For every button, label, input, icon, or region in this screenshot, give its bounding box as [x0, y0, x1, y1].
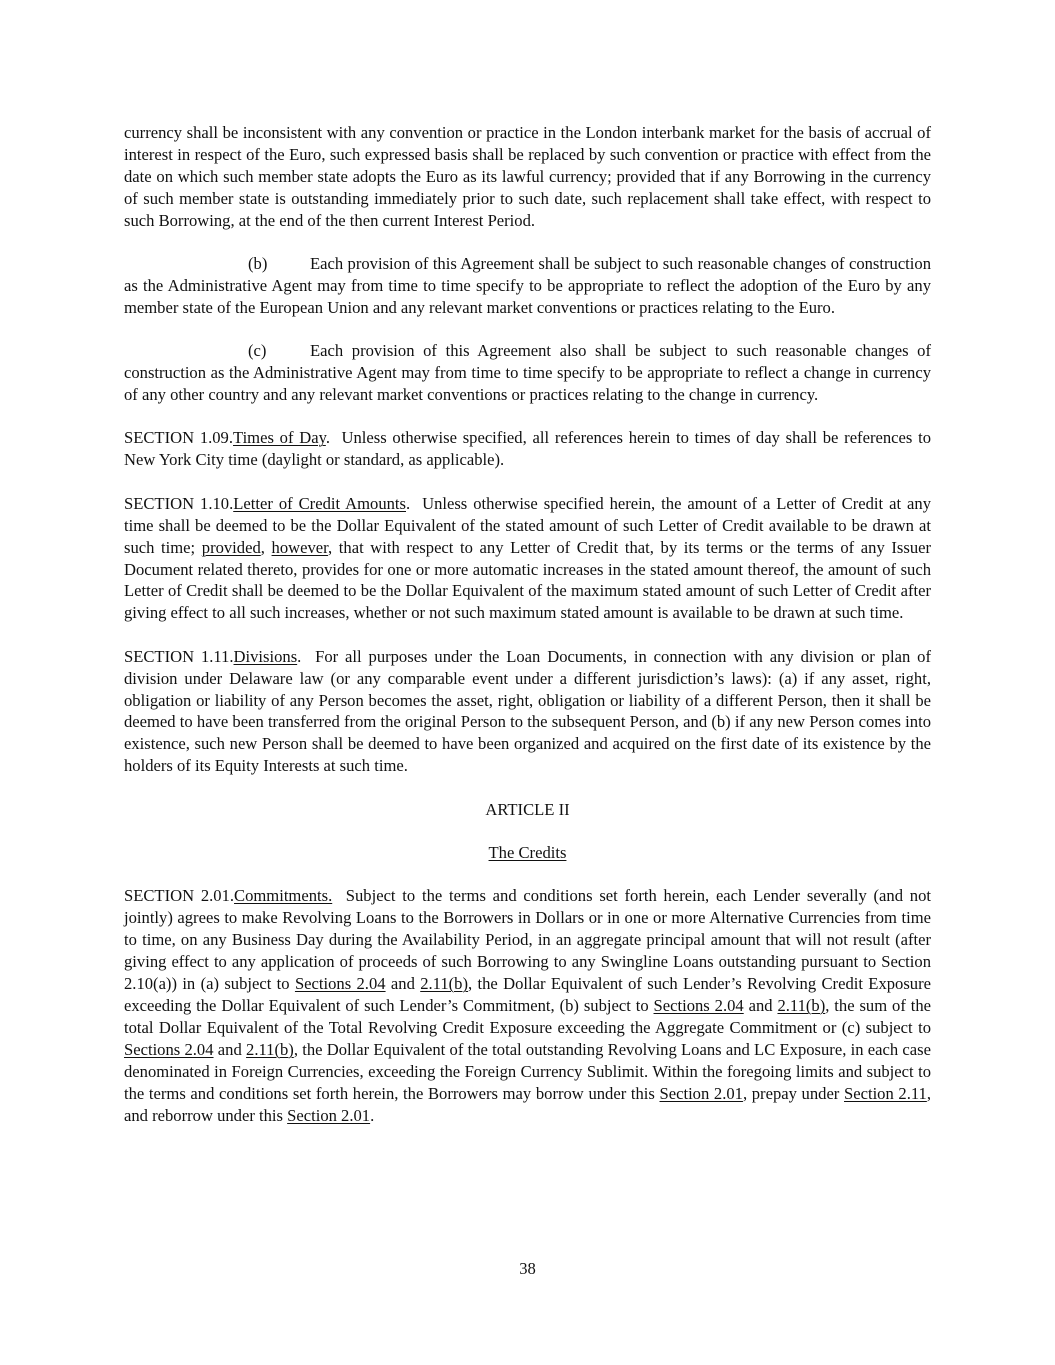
paragraph-b-label: (b) — [248, 254, 268, 274]
paragraph-c — [124, 340, 931, 406]
conjunction: and — [748, 996, 773, 1015]
cross-reference: 2.11(b) — [777, 996, 826, 1015]
section-1-09-text: Unless otherwise specified, all references herein to times of day shall be references to New York City time (daylight or standard, as applicable). — [124, 428, 931, 470]
conjunction: and — [390, 974, 415, 994]
section-1-09: SECTION 1.09.Times of Day. Unless otherwise specified, all references herein to times of day shall be references to New York City time (daylight or standard, as applicable). — [124, 428, 931, 470]
article-title-text: The Credits — [488, 843, 567, 863]
cross-reference: 2.11(b) — [420, 974, 468, 994]
section-1-10-text-2: that with respect to any Letter of Credit that, by its terms or the terms of any Issuer Document related thereto, provides for one or more automatic increases in the stated amount thereof, the amount of such Letter of Credit shall be deemed to be the Dollar Equivalent of the maximum stated amount of such Letter of Credit after giving effect to all such increases, whether or not such maximum stated amount is available to be drawn at such time. — [124, 537, 932, 623]
section-1-10-number: SECTION 1.10. — [124, 493, 234, 513]
however-term: however — [271, 537, 329, 557]
cross-reference: Sections 2.04 — [653, 996, 744, 1015]
paragraph-c-label: (c) — [248, 341, 267, 361]
section-2-01-text-6: , and reborrow under this — [124, 1083, 931, 1125]
document-page — [124, 122, 931, 1126]
section-1-09-title: Times of Day — [233, 428, 326, 448]
article-title — [124, 842, 931, 864]
section-2-01-number: SECTION 2.01. — [124, 886, 235, 906]
section-2-01-text-5: , prepay under — [742, 1083, 840, 1103]
cross-reference: 2.11(b) — [246, 1039, 294, 1059]
paragraph-b-text: Each provision of this Agreement shall be subject to such reasonable changes of construction as the Administrative Agent may from time to time specify to be appropriate to reflect the adoption of the Euro by any member state of the European Union and any relevant market conventions or practices relating to the Euro. — [124, 254, 931, 317]
section-1-11-number: SECTION 1.11. — [124, 646, 234, 666]
cross-reference: Sections 2.04 — [294, 974, 386, 994]
paragraph-b — [124, 253, 931, 319]
provided-term: provided — [201, 537, 261, 557]
cross-reference: Section 2.11 — [844, 1083, 927, 1103]
section-1-11: SECTION 1.11.Divisions. For all purposes under the Loan Documents, in connection with any division or plan of division under Delaware law (or any comparable event under a different jurisdiction’s laws): (a) if any asset, right, obligation or liability of any Person becomes the asset, right, obligation or liability of a different Person, then it shall be deemed to have been transferred from the original Person to the subsequent Person, and (b) if any new Person comes into existence, such new Person shall be deemed to have been organized and acquired on the first date of its existence by the holders of its Equity Interests at such time. — [124, 646, 931, 776]
paragraph-euro-continuation: currency shall be inconsistent with any convention or practice in the London interbank market for the basis of accrual of interest in respect of the Euro, such expressed basis shall be replaced by such convention or practice with effect from the date on which such member state adopts the Euro as its lawful currency; provided that if any Borrowing in the currency of such member state is outstanding immediately prior to such date, such replacement shall take effect, with respect to such Borrowing, at the end of the then current Interest Period. — [124, 123, 931, 230]
page-number: 38 — [519, 1259, 536, 1278]
section-2-01-title: Commitments. — [234, 886, 333, 906]
article-heading: ARTICLE II — [485, 799, 570, 819]
section-1-11-text: For all purposes under the Loan Documents, in connection with any division or plan of division under Delaware law (or any comparable event under a different jurisdiction’s laws): (a) if any asset, right, obligation or liability of any Person becomes the asset, right, obligation or liability of a different Person, then it shall be deemed to have been transferred from the original Person to the subsequent Person, and (b) if any new Person comes into existence, such new Person shall be deemed to have been organized and acquired on the first date of its existence by the holders of its Equity Interests at such time. — [124, 646, 931, 776]
cross-reference: Sections 2.04 — [124, 1039, 214, 1059]
cross-reference: Section 2.01 — [287, 1105, 371, 1125]
paragraph-c-text: Each provision of this Agreement also shall be subject to such reasonable changes of construction as the Administrative Agent may from time to time specify to be appropriate to reflect a change in currency of any other country and any relevant market conventions or practices relating to the change in currency. — [124, 341, 931, 405]
section-1-10-text-1: Unless otherwise specified herein, the amount of a Letter of Credit at any time shall be deemed to be the Dollar Equivalent of the stated amount of such Letter of Credit available to be drawn at such time; — [124, 493, 932, 557]
section-2-01-text-3: , the sum of the total Dollar Equivalent of the Total Revolving Credit Exposure exceeding the Aggregate Commitment or (c) subject to — [124, 996, 932, 1037]
section-2-01-text-4: , the Dollar Equivalent of the total outstanding Revolving Loans and LC Exposure, in each case denominated in Foreign Currencies, exceeding the Foreign Currency Sublimit. Within the foregoing limits and subject to the terms and conditions set forth herein, the Borrowers may borrow under this — [124, 1039, 931, 1103]
section-1-10: SECTION 1.10.Letter of Credit Amounts. Unless otherwise specified herein, the amount of a Letter of Credit at any time shall be deemed to be the Dollar Equivalent of the stated amount of such Letter of Credit available to be drawn at such time; provided, however, that with respect to any Letter of Credit that, by its terms or the terms of any Issuer Document related thereto, provides for one or more automatic increases in the stated amount thereof, the amount of such Letter of Credit shall be deemed to be the Dollar Equivalent of the maximum stated amount of such Letter of Credit after giving effect to all such increases, whether or not such maximum stated amount is available to be drawn at such time. — [124, 493, 932, 623]
section-1-09-number: SECTION 1.09. — [124, 428, 234, 448]
section-2-01-text-2: , the Dollar Equivalent of such Lender’s Revolving Credit Exposure exceeding the Dollar Equivalent of such Lender’s Commitment, (b) subject to — [124, 974, 931, 1015]
section-2-01-text-1: Subject to the terms and conditions set forth herein, each Lender severally (and not jointly) agrees to make Revolving Loans to the Borrowers in Dollars or in one or more Alternative Currencies from time to time, on any Business Day during the Availability Period, in an aggregate principal amount that will not result (after giving effect to any application of proceeds of such Borrowing to any Swingline Loans outstanding pursuant to Section 2.10(a)) in (a) subject to — [124, 886, 931, 994]
conjunction: and — [217, 1039, 242, 1059]
section-1-11-title: Divisions — [233, 646, 298, 666]
cross-reference: Section 2.01 — [659, 1083, 743, 1103]
section-2-01 — [124, 885, 931, 1126]
section-2-01-text-7: . — [370, 1105, 375, 1125]
section-1-10-title: Letter of Credit Amounts — [233, 493, 406, 513]
